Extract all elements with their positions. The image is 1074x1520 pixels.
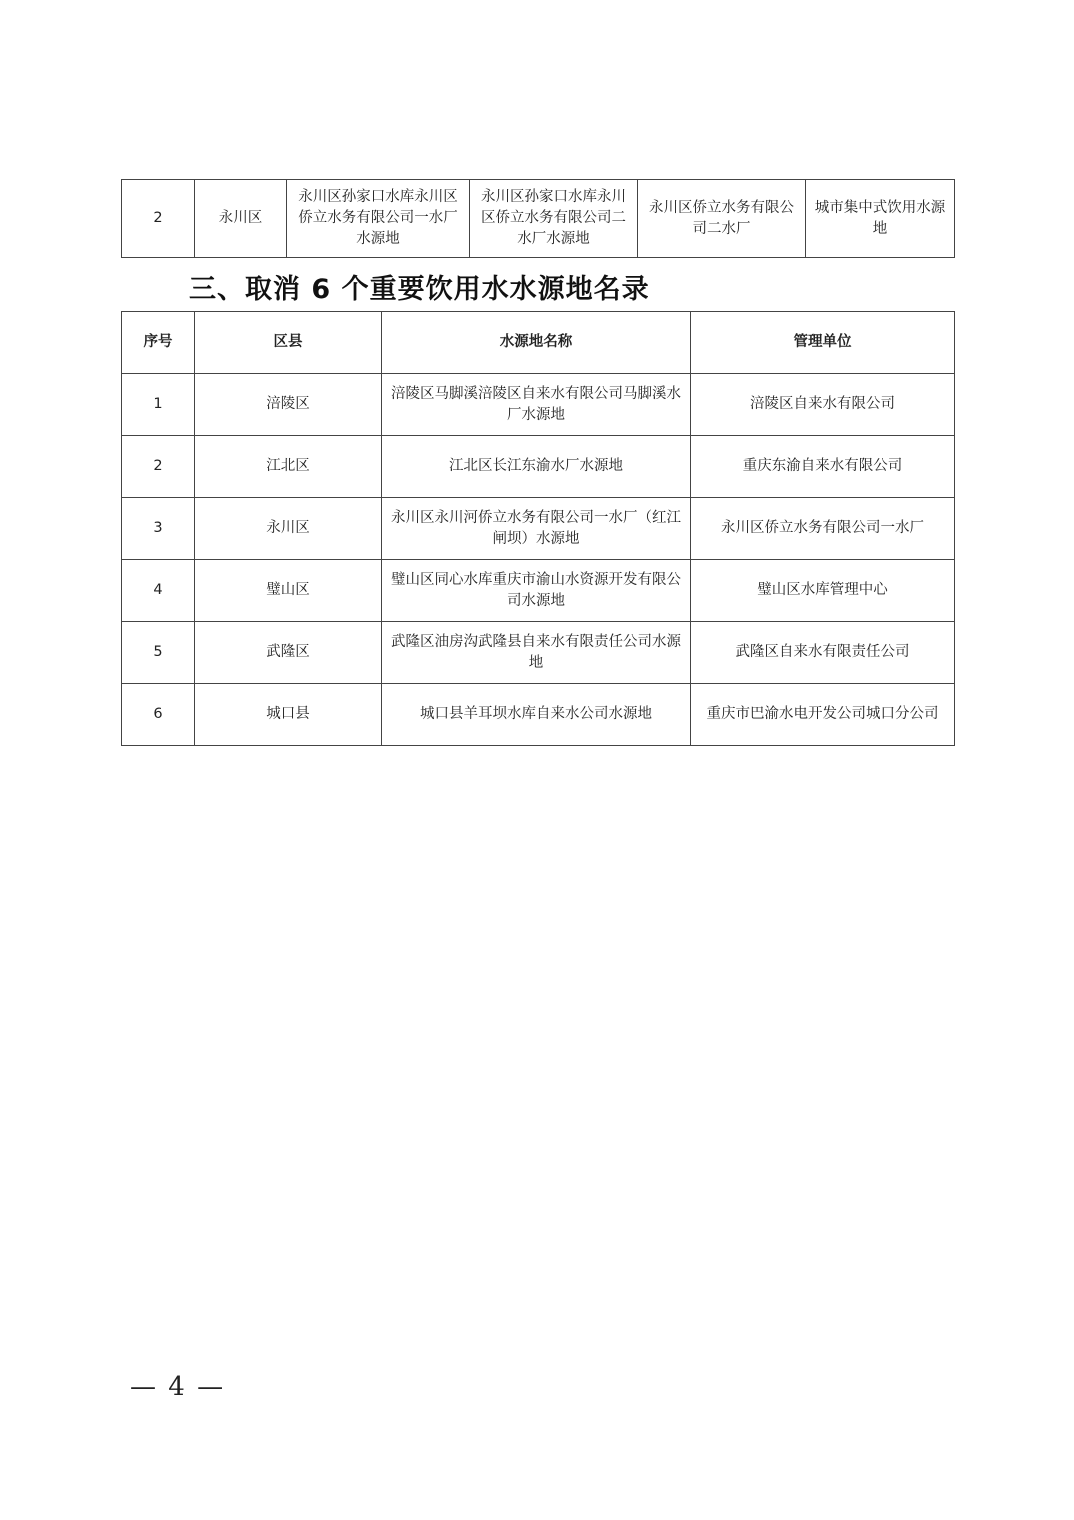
table-header-row — [122, 312, 955, 374]
table-row — [122, 180, 955, 258]
table-row — [122, 684, 955, 746]
cell-source: 璧山区同心水库重庆市渝山水资源开发有限公司水源地 — [382, 560, 691, 622]
cell-district: 璧山区 — [195, 560, 382, 622]
cell-management: 重庆市巴渝水电开发公司城口分公司 — [691, 684, 955, 746]
cell-no: 4 — [122, 560, 195, 622]
cell-management: 璧山区水库管理中心 — [691, 560, 955, 622]
cell-district: 江北区 — [195, 436, 382, 498]
cancel-table — [121, 311, 955, 746]
cell-management: 重庆东渝自来水有限公司 — [691, 436, 955, 498]
cell-no: 5 — [122, 622, 195, 684]
cell-no: 6 — [122, 684, 195, 746]
header-management: 管理单位 — [691, 312, 955, 374]
cell-management: 涪陵区自来水有限公司 — [691, 374, 955, 436]
cell-district: 涪陵区 — [195, 374, 382, 436]
cell-source: 江北区长江东渝水厂水源地 — [382, 436, 691, 498]
table-row — [122, 622, 955, 684]
cell-no: 3 — [122, 498, 195, 560]
continued-table — [121, 179, 955, 258]
cell-district: 城口县 — [195, 684, 382, 746]
cell-source: 城口县羊耳坝水库自来水公司水源地 — [382, 684, 691, 746]
cell-management: 永川区侨立水务有限公司二水厂 — [638, 180, 806, 258]
cell-source-new: 永川区孙家口水库永川区侨立水务有限公司二水厂水源地 — [470, 180, 638, 258]
cell-source: 永川区永川河侨立水务有限公司一水厂（红江闸坝）水源地 — [382, 498, 691, 560]
cell-district: 武隆区 — [195, 622, 382, 684]
cell-type: 城市集中式饮用水源地 — [806, 180, 955, 258]
page-number: — 4 — — [130, 1372, 226, 1402]
cell-source-old: 永川区孙家口水库永川区侨立水务有限公司一水厂水源地 — [287, 180, 470, 258]
header-no: 序号 — [122, 312, 195, 374]
table-row — [122, 560, 955, 622]
cell-no: 2 — [122, 436, 195, 498]
table-row — [122, 436, 955, 498]
cell-management: 永川区侨立水务有限公司一水厂 — [691, 498, 955, 560]
header-source: 水源地名称 — [382, 312, 691, 374]
cell-no: 2 — [122, 180, 195, 258]
table-row — [122, 374, 955, 436]
cell-source: 涪陵区马脚溪涪陵区自来水有限公司马脚溪水厂水源地 — [382, 374, 691, 436]
header-district: 区县 — [195, 312, 382, 374]
cell-no: 1 — [122, 374, 195, 436]
cell-management: 武隆区自来水有限责任公司 — [691, 622, 955, 684]
cell-source: 武隆区油房沟武隆县自来水有限责任公司水源地 — [382, 622, 691, 684]
cell-district: 永川区 — [195, 498, 382, 560]
section-heading: 三、取消 6 个重要饮用水水源地名录 — [189, 274, 650, 305]
table-row — [122, 498, 955, 560]
cell-district: 永川区 — [195, 180, 287, 258]
